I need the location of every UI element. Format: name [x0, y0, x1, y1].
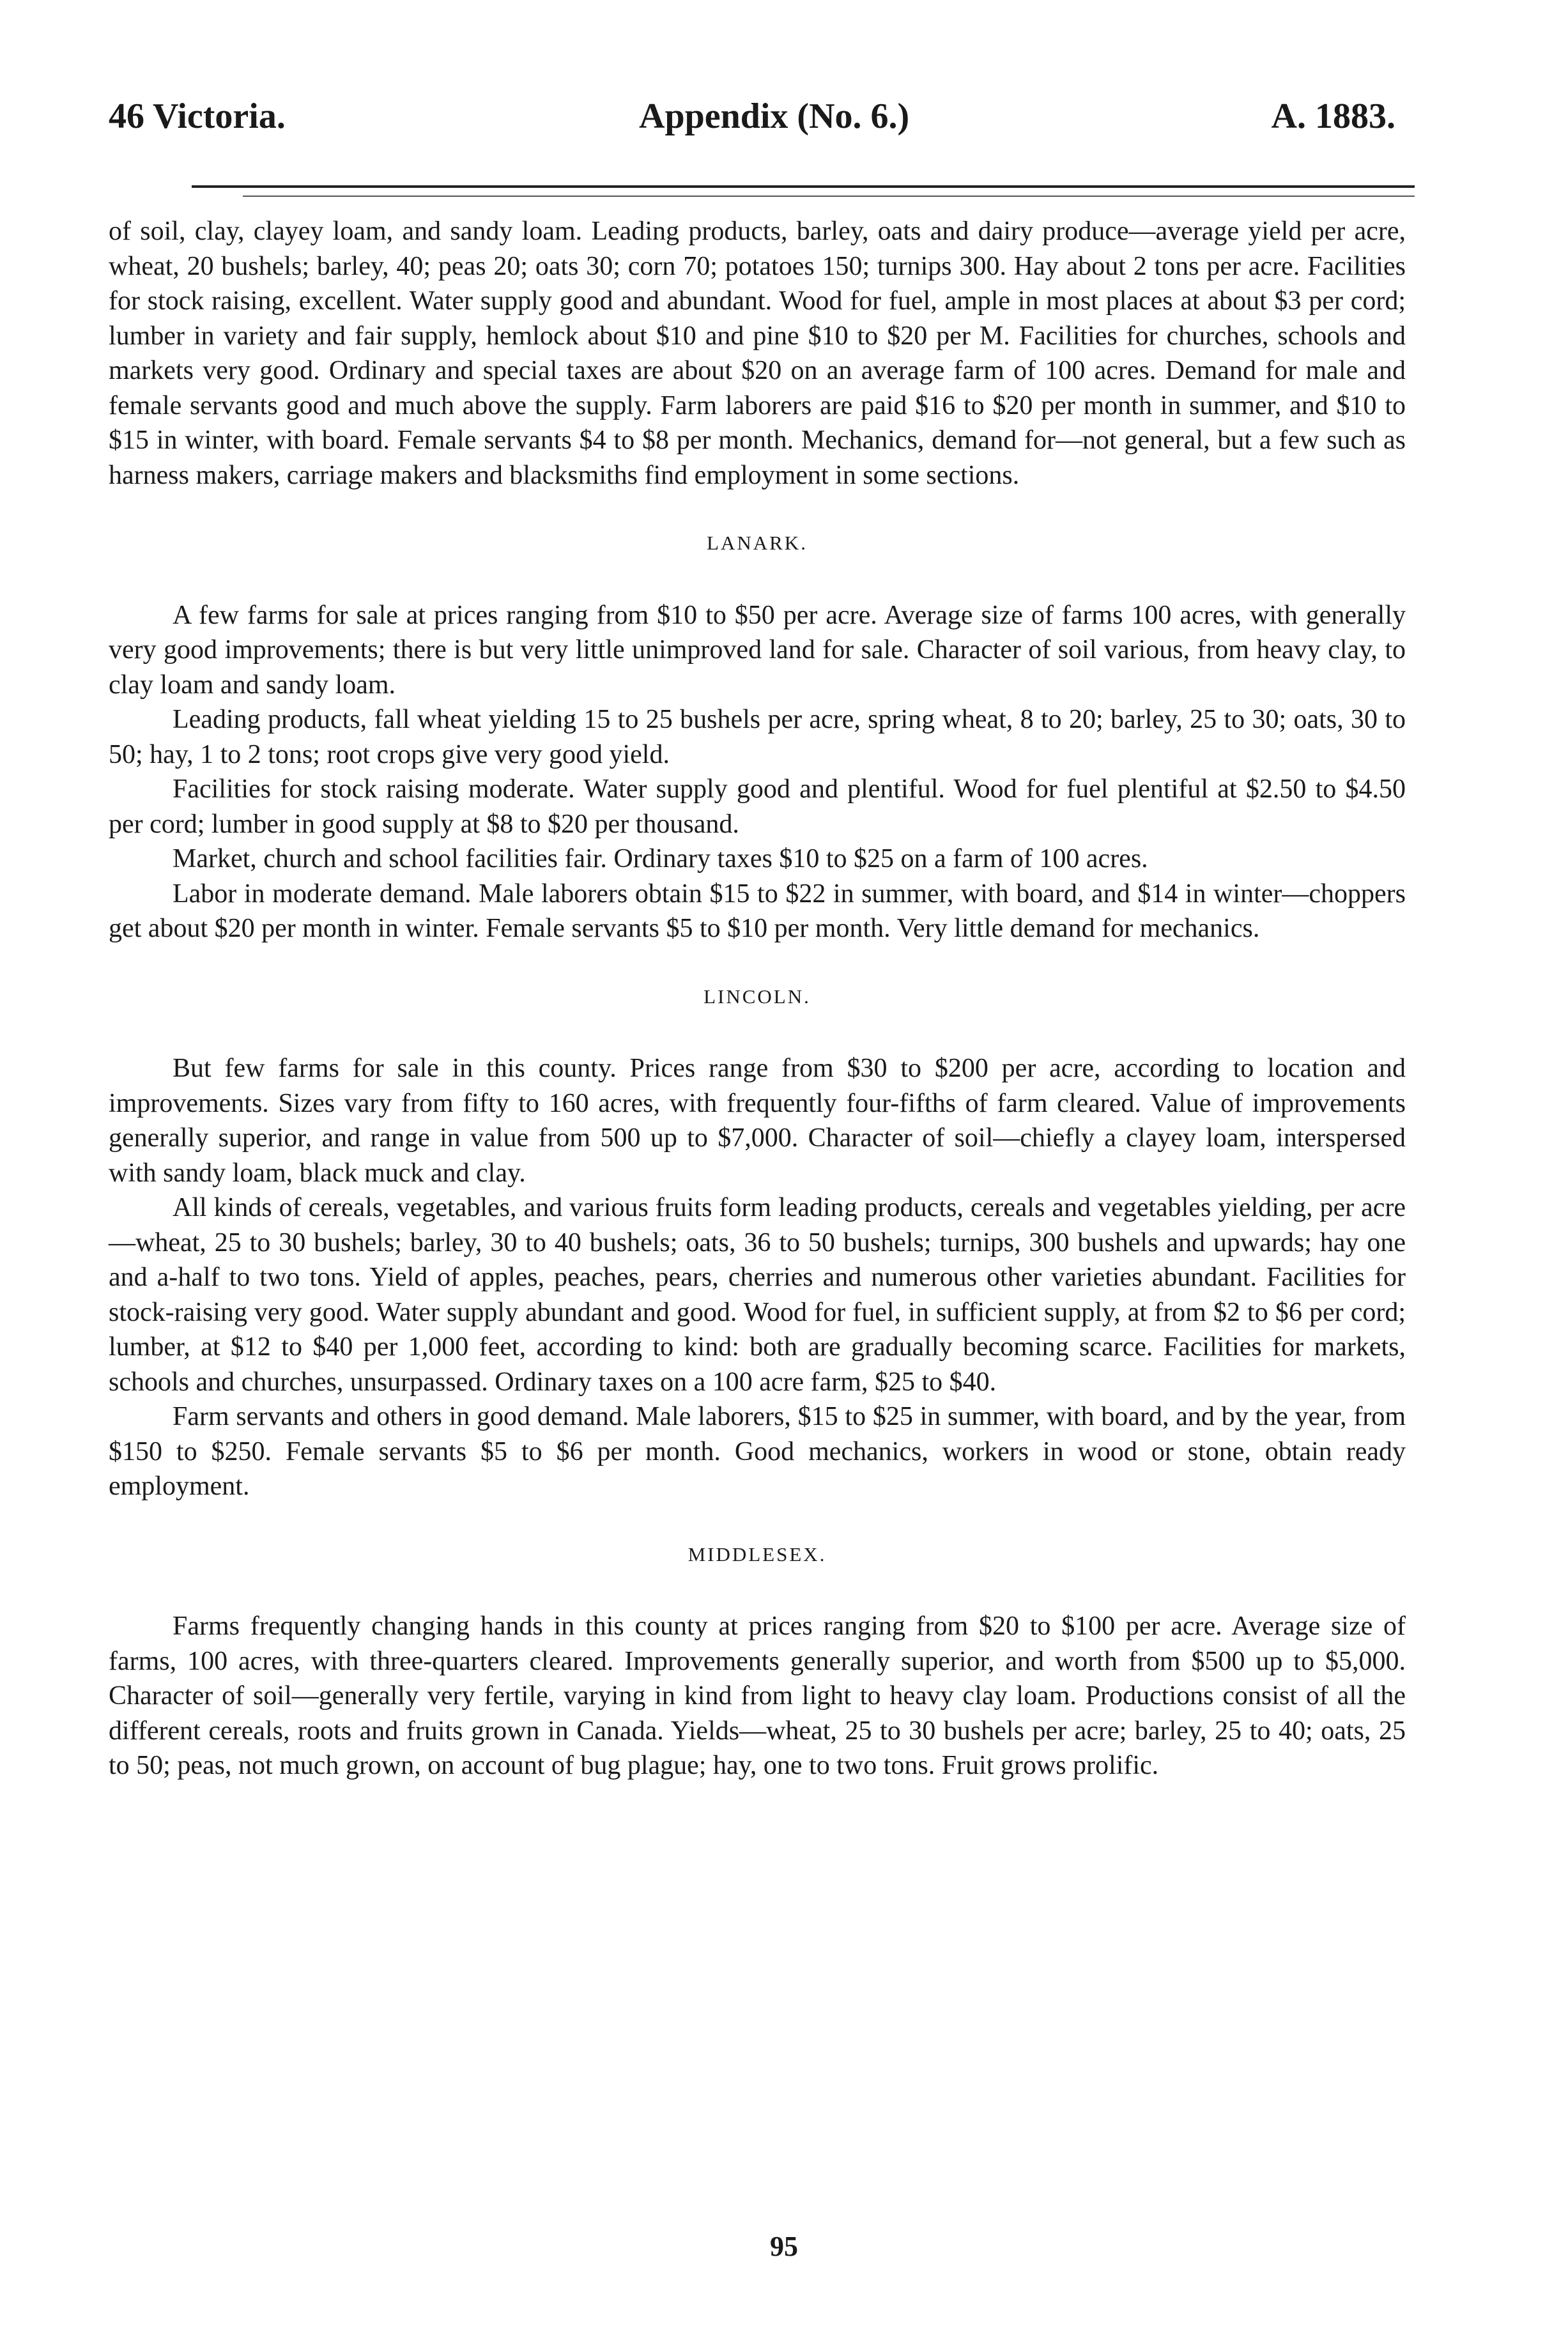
header-year: A. 1883.	[1271, 96, 1395, 136]
section-heading-lincoln: LINCOLN.	[703, 985, 811, 1008]
paragraph: A few farms for sale at prices ranging from $10 to $50 per acre. Average size of farms 100 acres, with generally very good improvements; there is but very little unimproved land for sale. Character of soil various, from heavy clay, to clay loam and sandy loam.	[109, 600, 1406, 700]
section-heading-lanark: LANARK.	[707, 532, 808, 554]
paragraph: Market, church and school facilities fair. Ordinary taxes $10 to $25 on a farm of 100 acres.	[173, 844, 1148, 873]
section-heading-middlesex: MIDDLESEX.	[688, 1542, 827, 1566]
paragraph: Farm servants and others in good demand. Male laborers, $15 to $25 in summer, with board, and by the year, from $150 to $250. Female servants $5 to $6 per month. Good mechanics, workers in wood or stone, obtain ready employment.	[109, 1402, 1406, 1501]
intro-paragraph: of soil, clay, clayey loam, and sandy loam. Leading products, barley, oats and dairy produce—average yield per acre, wheat, 20 bushels; barley, 40; peas 20; oats 30; corn 70; potatoes 150; turnips 300. Hay about 2 tons per acre. Facilities for stock raising, excellent. Water supply good and abundant. Wood for fuel, ample in most places at about $3 per cord; lumber in variety and fair supply, hemlock about $10 and pine $10 to $20 per M. Facilities for churches, schools and markets very good. Ordinary and special taxes are about $20 on an average farm of 100 acres. Demand for male and female servants good and much above the supply. Farm laborers are paid $16 to $20 per month in summer, and $10 to $15 in winter, with board. Female servants $4 to $8 per month. Mechanics, demand for—not general, but a few such as harness makers, carriage makers and blacksmiths find employment in some sections.	[109, 217, 1406, 490]
header-rule-thin	[243, 196, 1415, 197]
page-number: 95	[770, 2231, 798, 2262]
paragraph: But few farms for sale in this county. Prices range from $30 to $200 per acre, according to location and improvements. Sizes vary from fifty to 160 acres, with frequently four-fifths of farm cleared. Value of improvements generally superior, and range in value from 500 up to $7,000. Character of soil—chiefly a clayey loam, interspersed with sandy loam, black muck and clay.	[109, 1054, 1406, 1188]
header-rule-thick	[192, 185, 1415, 188]
paragraph: Facilities for stock raising moderate. Water supply good and plentiful. Wood for fuel plentiful at $2.50 to $4.50 per cord; lumber in good supply at $8 to $20 per thousand.	[109, 774, 1406, 839]
header-appendix: Appendix (No. 6.)	[639, 96, 910, 136]
paragraph: Leading products, fall wheat yielding 15 to 25 bushels per acre, spring wheat, 8 to 20; barley, 25 to 30; oats, 30 to 50; hay, 1 to 2 tons; root crops give very good yield.	[109, 705, 1406, 769]
header-session: 46 Victoria.	[109, 96, 286, 136]
paragraph: All kinds of cereals, vegetables, and various fruits form leading products, cereals and vegetables yielding, per acre—wheat, 25 to 30 bushels; barley, 30 to 40 bushels; oats, 36 to 50 bushels; turnips, 300 bushels and upwards; hay one and a-half to two tons. Yield of apples, peaches, pears, cherries and numerous other varieties abundant. Facilities for stock-raising very good. Water supply abundant and good. Wood for fuel, in sufficient supply, at from $2 to $6 per cord; lumber, at $12 to $40 per 1,000 feet, according to kind: both are gradually becoming scarce. Facilities for markets, schools and churches, unsurpassed. Ordinary taxes on a 100 acre farm, $25 to $40.	[109, 1193, 1406, 1397]
paragraph: Labor in moderate demand. Male laborers obtain $15 to $22 in summer, with board, and $14 in winter—choppers get about $20 per month in winter. Female servants $5 to $10 per month. Very little demand for mechanics.	[109, 879, 1406, 943]
page-body	[109, 214, 1406, 1783]
running-header	[109, 96, 1395, 147]
paragraph: Farms frequently changing hands in this county at prices ranging from $20 to $100 per acre. Average size of farms, 100 acres, with three-quarters cleared. Improvements generally superior, and worth from $500 up to $5,000. Character of soil—generally very fertile, varying in kind from light to heavy clay loam. Productions consist of all the different cereals, roots and fruits grown in Canada. Yields—wheat, 25 to 30 bushels per acre; barley, 25 to 40; oats, 25 to 50; peas, not much grown, on account of bug plague; hay, one to two tons. Fruit grows prolific.	[109, 1612, 1406, 1780]
